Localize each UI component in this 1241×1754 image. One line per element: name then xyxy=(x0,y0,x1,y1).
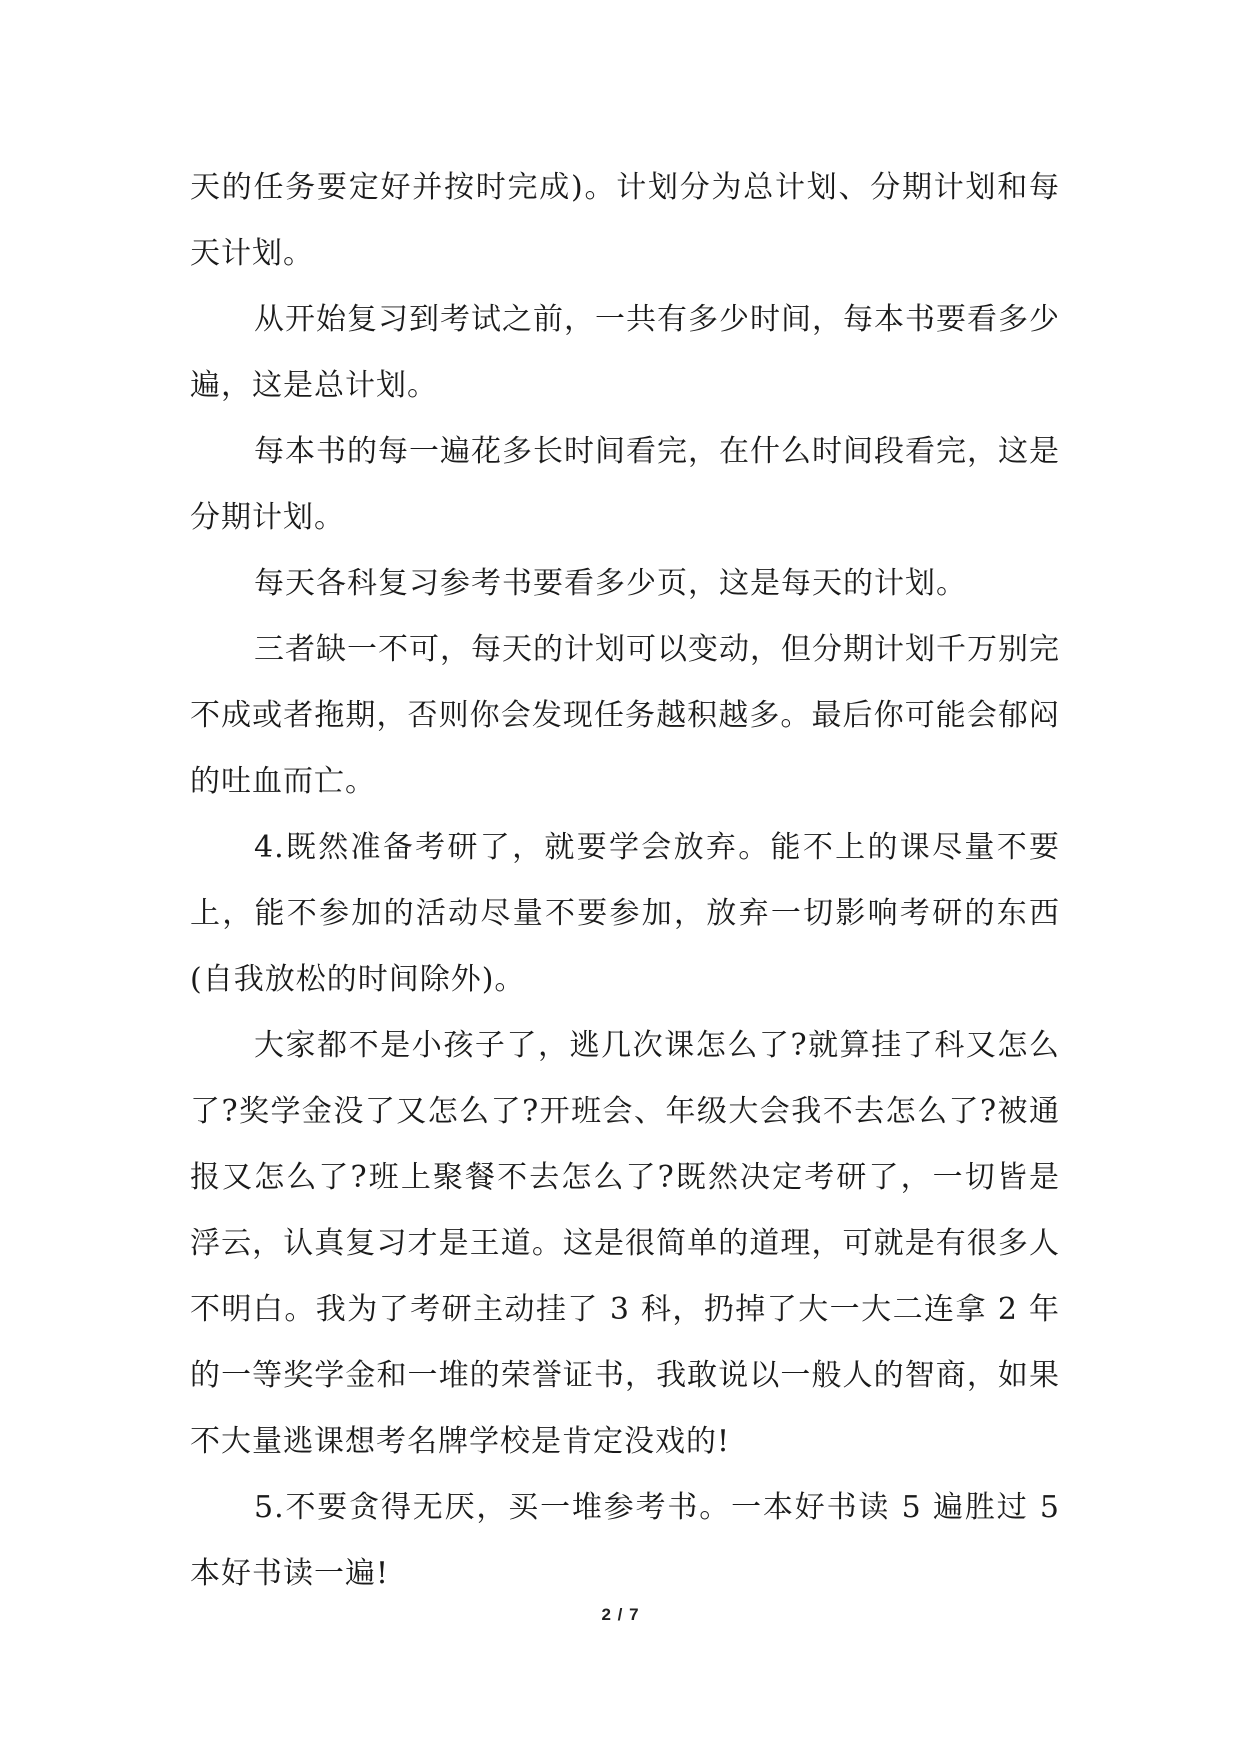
paragraph-6: 4.既然准备考研了，就要学会放弃。能不上的课尽量不要上，能不参加的活动尽量不要参加，放弃一切影响考研的东西(自我放松的时间除外)。 xyxy=(190,830,1060,997)
page-number: 2 / 7 xyxy=(601,1605,640,1624)
paragraph-8: 5.不要贪得无厌，买一堆参考书。一本好书读 5 遍胜过 5 本好书读一遍! xyxy=(190,1490,1060,1591)
paragraph-7: 大家都不是小孩子了，逃几次课怎么了?就算挂了科又怎么了?奖学金没了又怎么了?开班会、年级大会我不去怎么了?被通报又怎么了?班上聚餐不去怎么了?既然决定考研了，一切皆是浮云，认真复习才是王道。这是很简单的道理，可就是有很多人不明白。我为了考研主动挂了 3 科，扔掉了大一大二连拿 2 年的一等奖学金和一堆的荣誉证书，我敢说以一般人的智商，如果不大量逃课想考名牌学校是肯定没戏的! xyxy=(190,1028,1060,1459)
paragraph-3: 每本书的每一遍花多长时间看完，在什么时间段看完，这是分期计划。 xyxy=(190,434,1060,535)
paragraph-4: 每天各科复习参考书要看多少页，这是每天的计划。 xyxy=(254,566,967,601)
paragraph-1: 天的任务要定好并按时完成)。计划分为总计划、分期计划和每天计划。 xyxy=(190,170,1060,271)
paragraph-2: 从开始复习到考试之前，一共有多少时间，每本书要看多少遍，这是总计划。 xyxy=(190,302,1060,403)
paragraph-5: 三者缺一不可，每天的计划可以变动，但分期计划千万别完不成或者拖期，否则你会发现任务越积越多。最后你可能会郁闷的吐血而亡。 xyxy=(190,632,1060,799)
document-body xyxy=(190,155,1060,1607)
